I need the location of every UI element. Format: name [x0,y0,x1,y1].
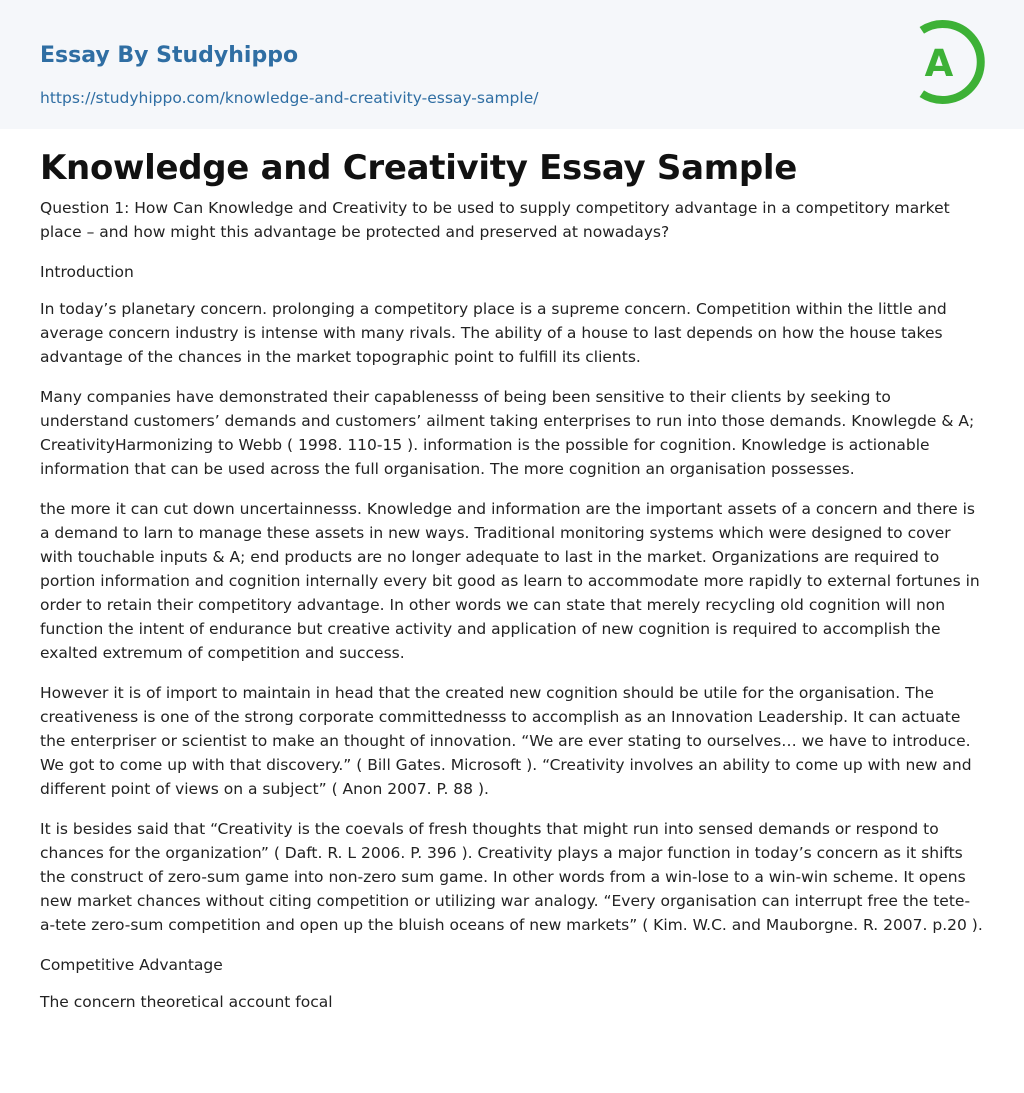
section-heading-introduction: Introduction [40,263,134,281]
page-title: Knowledge and Creativity Essay Sample [40,148,798,188]
site-header [0,0,1024,129]
logo-icon[interactable] [911,19,987,105]
paragraph: In today’s planetary concern. prolonging a competitory place is a supreme concern. Competition within the little and average concern industry is intense with many rivals. The ability of a house to last depends on how the house takes advantage of the chances in the market topographic point to fulfill its clients. [40,300,947,366]
logo-letter: A [924,42,954,85]
section-heading-competitive-advantage: Competitive Advantage [40,956,223,974]
paragraph-truncated: The concern theoretical account focal [40,993,333,1011]
article-body [0,146,1024,1014]
source-url-link[interactable]: https://studyhippo.com/knowledge-and-creativity-essay-sample/ [40,89,539,107]
paragraph: However it is of import to maintain in head that the created new cognition should be utile for the organisation. The creativeness is one of the strong corporate committednesss to accomplish as an Innovation Leadership. It can actuate the enterpriser or scientist to make an thought of innovation. “We are ever stating to ourselves… we have to introduce. We got to come up with that discovery.” ( Bill Gates. Microsoft ). “Creativity involves an ability to come up with new and different point of views on a subject” ( Anon 2007. P. 88 ). [40,684,972,798]
essay-question: Question 1: How Can Knowledge and Creativity to be used to supply competitory advantage in a competitory market place – and how might this advantage be protected and preserved at nowadays? [40,199,950,241]
site-brand[interactable]: Essay By Studyhippo [40,43,299,68]
paragraph: It is besides said that “Creativity is the coevals of fresh thoughts that might run into sensed demands or respond to chances for the organization” ( Daft. R. L 2006. P. 396 ). Creativity plays a major function in today’s concern as it shifts the construct of zero-sum game into non-zero sum game. In other words from a win-lose to a win-win scheme. It opens new market chances without citing competition or utilizing war analogy. “Every organisation can interrupt free the tete-a-tete zero-sum competition and open up the bluish oceans of new markets” ( Kim. W.C. and Mauborgne. R. 2007. p.20 ). [40,820,983,934]
paragraph: the more it can cut down uncertainnesss. Knowledge and information are the important assets of a concern and there is a demand to larn to manage these assets in new ways. Traditional monitoring systems which were designed to cover with touchable inputs & A; end products are no longer adequate to last in the market. Organizations are required to portion information and cognition internally every bit good as learn to accommodate more rapidly to external fortunes in order to retain their competitory advantage. In other words we can state that merely recycling old cognition will non function the intent of endurance but creative activity and application of new cognition is required to accomplish the exalted extremum of competition and success. [40,500,980,662]
paragraph: Many companies have demonstrated their capablenesss of being been sensitive to their clients by seeking to understand customers’ demands and customers’ ailment taking enterprises to run into those demands. Knowlegde & A; CreativityHarmonizing to Webb ( 1998. 110-15 ). information is the possible for cognition. Knowledge is actionable information that can be used across the full organisation. The more cognition an organisation possesses. [40,388,975,478]
